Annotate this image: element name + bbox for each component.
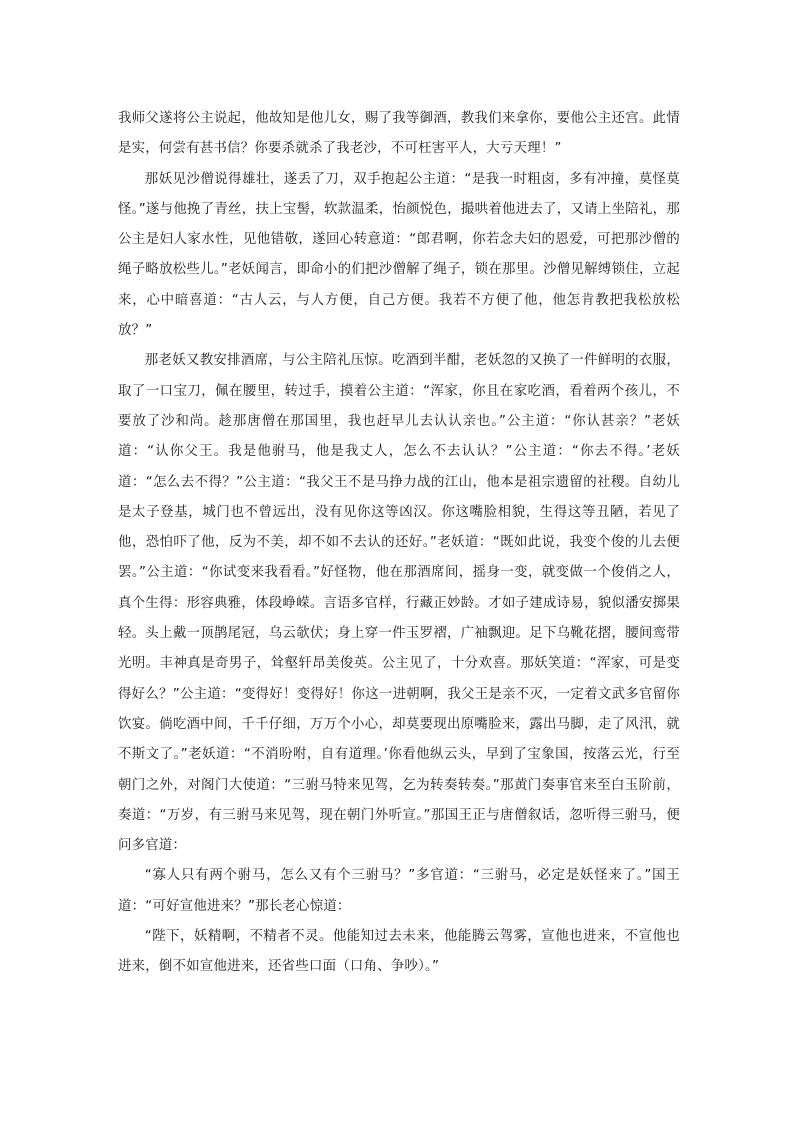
paragraph-5: “陛下，妖精啊，不精者不灵。他能知过去未来，他能腾云驾雾，宣他也进来，不宣他也进来，倒不如宣他进来，还省些口面（口角、争吵）。” xyxy=(118,929,680,975)
paragraph-4: “寡人只有两个驸马，怎么又有个三驸马？”多官道：“三驸马，必定是妖怪来了。”国王道：“可好宣他进来？”那长老心惊道： xyxy=(118,868,680,914)
paragraph-3: 那老妖又教安排酒席，与公主陪礼压惊。吃酒到半酣，老妖忽的又换了一件鲜明的衣服，取了一口宝刀，佩在腰里，转过手，摸着公主道：“浑家，你且在家吃酒，看着两个孩儿，不要放了沙和尚。趁那唐僧在那国里，我也赶早儿去认认亲也。”公主道：“你认甚亲？”老妖道：“认你父王。我是他驸马，他是我丈人，怎么不去认认？”公主道：“你去不得。’老妖道：“怎么去不得？”公主道：“我父王不是马挣力战的江山，他本是祖宗遗留的社稷。自幼儿是太子登基，城门也不曾远出，没有见你这等凶汉。你这嘴脸相貌，生得这等丑陋，若见了他，恐怕吓了他，反为不美，却不如不去认的还好。”老妖道：“既如此说，我变个俊的儿去便罢。”公主道：“你试变来我看看。”好怪物，他在那酒席间，摇身一变，就变做一个俊俏之人，真个生得：形容典雅，体段峥嵘。言语多官样，行藏正妙龄。才如子建成诗易，貌似潘安掷果轻。头上戴一顶鹊尾冠，乌云欹伏；身上穿一件玉罗褶，广袖飘迎。足下乌靴花摺，腰间鸾带光明。丰神真是奇男子，耸壑轩昂美俊英。公主见了，十分欢喜。那妖笑道：“浑家，可是变得好么？”公主道：“变得好！变得好！你这一进朝啊，我父王是亲不灭，一定着文武多官留你饮宴。倘吃酒中间，千千仔细，万万个小心，却莫要现出原嘴脸来，露出马脚，走了风汛，就不斯文了。”老妖道：“不消吩咐，自有道理。’你看他纵云头，早到了宝象国，按落云光，行至朝门之外，对阁门大使道：“三驸马特来见驾，乞为转奏转奏。”那黄门奏事官来至白玉阶前，奏道：“万岁，有三驸马来见驾，现在朝门外听宣。”那国王正与唐僧叙话，忽听得三驸马，便问多官道： xyxy=(118,353,680,854)
paragraph-1: 我师父遂将公主说起，他故知是他儿女，赐了我等御酒，教我们来拿你，要他公主还宫。此情是实，何尝有甚书信？你要杀就杀了我老沙，不可枉害平人，大亏天理！” xyxy=(118,111,680,157)
paragraph-2: 那妖见沙僧说得雄壮，遂丢了刀，双手抱起公主道：“是我一时粗卤，多有冲撞，莫怪莫怪。”遂与他挽了青丝，扶上宝髻，软款温柔，怡颜悦色，撮哄着他进去了，又请上坐陪礼，那公主是妇人家水性，见他错敬，遂回心转意道：“郎君啊，你若念夫妇的恩爱，可把那沙僧的绳子略放松些儿。”老妖闻言，即命小的们把沙僧解了绳子，锁在那里。沙僧见解缚锁住，立起来，心中暗喜道：“古人云，与人方便，自己方便。我若不方便了他，他怎肯教把我松放松放？” xyxy=(118,171,680,339)
body-text xyxy=(118,104,680,983)
